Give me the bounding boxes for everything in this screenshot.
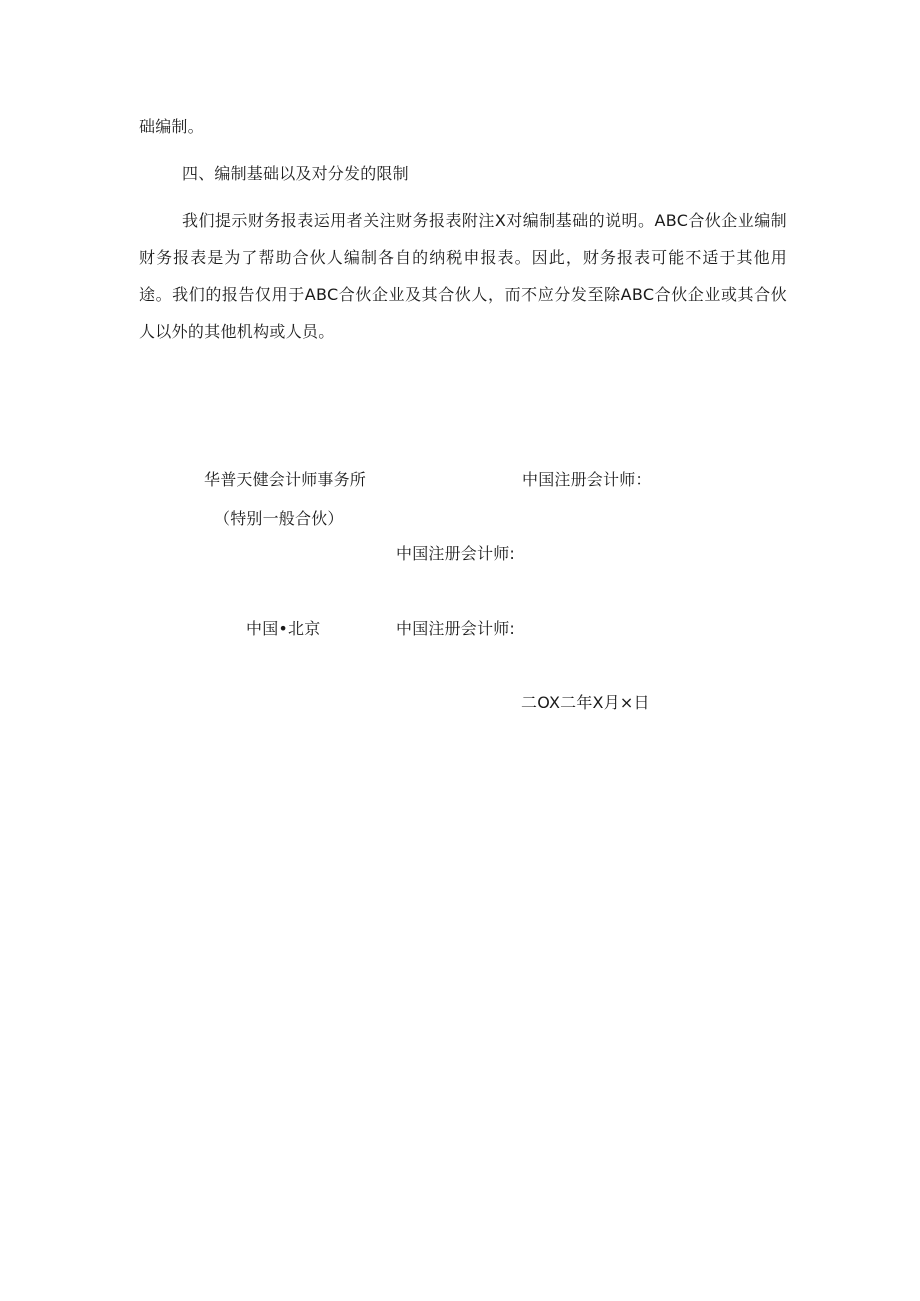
continuation-text: 础编制。	[139, 117, 204, 136]
report-date: 二OX二年X月×日	[521, 693, 650, 712]
location-text: 中国•北京	[246, 619, 321, 638]
body-paragraph: 我们提示财务报表运用者关注财务报表附注X对编制基础的说明。ABC合伙企业编制财务报表是为了帮助合伙人编制各自的纳税申报表。因此，财务报表可能不适于其他用途。我们的报告仅用于ABC合伙企业及其合伙人，而不应分发至除ABC合伙企业或其合伙人以外的其他机构或人员。	[139, 211, 787, 341]
cpa-signature-label-3: 中国注册会计师:	[396, 619, 515, 638]
cpa-signature-label-2: 中国注册会计师:	[396, 544, 515, 563]
firm-type: （特别一般合伙）	[214, 509, 344, 528]
firm-name: 华普天健会计师事务所	[204, 470, 367, 489]
cpa-signature-label-1: 中国注册会计师：	[522, 470, 652, 489]
section-heading: 四、编制基础以及对分发的限制	[182, 164, 409, 183]
